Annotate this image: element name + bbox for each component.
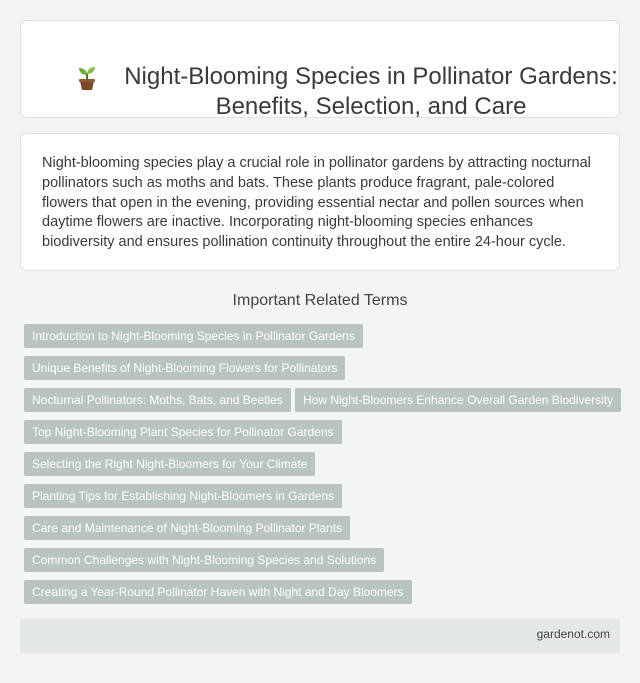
term-tag[interactable]: Selecting the Right Night-Bloomers for Your Climate (24, 452, 315, 476)
term-tag[interactable]: Top Night-Blooming Plant Species for Pollinator Gardens (24, 420, 342, 444)
seedling-icon (73, 63, 101, 91)
summary-text: Night-blooming species play a crucial role in pollinator gardens by attracting nocturnal pollinators such as moths and bats. These plants produce fragrant, pale-colored flowers that open in the evening, providing essential nectar and pollen sources when daytime flowers are inactive. Incorporating night-blooming species enhances biodiversity and ensures pollination continuity throughout the entire 24-hour cycle. (42, 155, 591, 251)
page-title: Night-Blooming Species in Pollinator Gardens: Benefits, Selection, and Care (124, 63, 618, 120)
term-tag[interactable]: Nocturnal Pollinators: Moths, Bats, and Beetles (24, 388, 291, 412)
footer (20, 619, 620, 653)
term-tag[interactable]: Creating a Year-Round Pollinator Haven with Night and Day Bloomers (24, 580, 412, 604)
site-link[interactable]: gardenot.com (536, 627, 610, 641)
term-tag[interactable]: How Night-Bloomers Enhance Overall Garden Biodiversity (295, 388, 621, 412)
term-tag[interactable]: Common Challenges with Night-Blooming Species and Solutions (24, 548, 384, 572)
term-tag[interactable]: Planting Tips for Establishing Night-Bloomers in Gardens (24, 484, 342, 508)
term-tag[interactable]: Introduction to Night-Blooming Species in Pollinator Gardens (24, 324, 363, 348)
term-tag[interactable]: Unique Benefits of Night-Blooming Flowers for Pollinators (24, 356, 345, 380)
terms-heading: Important Related Terms (232, 292, 408, 309)
summary-card (20, 133, 620, 271)
header-card (20, 20, 620, 118)
term-tag[interactable]: Care and Maintenance of Night-Blooming Pollinator Plants (24, 516, 350, 540)
